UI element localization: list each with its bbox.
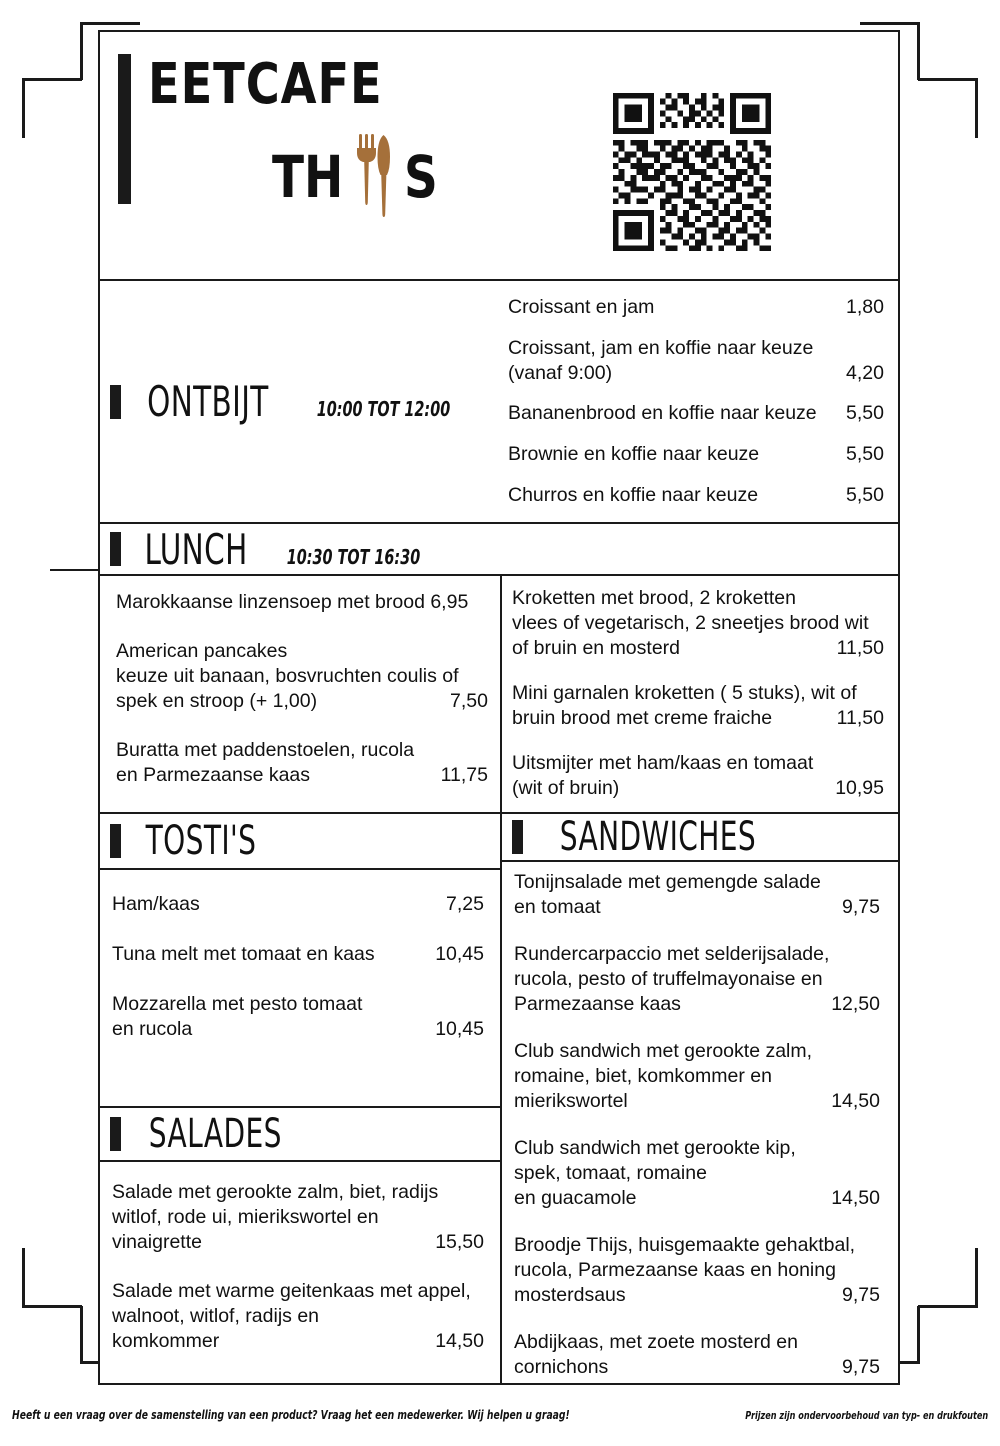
sandwiches-header	[502, 814, 898, 860]
decorative-rule	[50, 569, 102, 571]
brand-thijs	[272, 132, 442, 211]
menu-item	[512, 586, 884, 661]
item-price: 14,50	[435, 1330, 484, 1352]
brand-thijs-suffix: S	[404, 143, 439, 211]
qr-code[interactable]	[607, 87, 777, 257]
item-desc: komkommer	[112, 1330, 220, 1352]
section-title-salades: SALADES	[148, 1111, 282, 1157]
item-desc: en guacamole	[514, 1187, 637, 1209]
corner-bracket-bottom-right	[898, 1284, 978, 1364]
item-desc: Tonijnsalade met gemengde salade	[514, 871, 821, 893]
item-desc: witlof, rode ui, mierikswortel en	[112, 1206, 379, 1228]
fork-and-knife-icon	[353, 132, 403, 218]
section-accent-bar	[110, 532, 121, 566]
menu-item	[112, 942, 484, 967]
item-desc: Broodje Thijs, huisgemaakte gehaktbal,	[514, 1234, 856, 1256]
menu-item	[112, 1180, 484, 1255]
section-accent-bar	[110, 385, 121, 419]
menu-frame	[98, 30, 900, 1385]
item-price: 11,50	[836, 707, 884, 729]
item-desc: (wit of bruin)	[512, 777, 620, 799]
item-price: 10,45	[435, 943, 484, 965]
item-desc: Abdijkaas, met zoete mosterd en	[514, 1331, 798, 1353]
menu-item	[112, 892, 484, 917]
logo-accent-bar	[118, 54, 131, 204]
lunch-item-list-right	[500, 576, 898, 812]
menu-item	[508, 336, 884, 386]
item-desc: American pancakes	[116, 640, 288, 662]
item-desc: Rundercarpaccio met selderijsalade,	[514, 943, 830, 965]
item-desc: Salade met gerookte zalm, biet, radijs	[112, 1181, 439, 1203]
corner-bracket-top-left	[22, 22, 102, 102]
menu-item	[508, 295, 884, 320]
menu-item	[508, 483, 884, 508]
item-price: 10,45	[435, 1018, 484, 1040]
item-desc: of bruin en mosterd	[512, 637, 681, 659]
footer-note-right: Prijzen zijn ondervoorbehoud van typ- en drukfouten	[745, 1409, 988, 1422]
section-title-sandwiches: SANDWICHES	[559, 814, 757, 860]
item-desc: Uitsmijter met ham/kaas en tomaat	[512, 752, 814, 774]
item-desc: spek, tomaat, romaine	[514, 1162, 707, 1184]
item-price: 9,75	[842, 1284, 880, 1306]
corner-bracket-top-right	[898, 22, 978, 102]
menu-item	[116, 639, 488, 714]
item-price: 5,50	[846, 402, 884, 425]
section-lunch	[100, 574, 898, 812]
menu-item	[116, 738, 488, 788]
item-price: 15,50	[435, 1231, 484, 1253]
menu-item	[508, 442, 884, 467]
item-desc: Club sandwich met gerookte zalm,	[514, 1040, 813, 1062]
item-desc: (vanaf 9:00)	[508, 361, 613, 384]
item-price: 1,80	[846, 295, 884, 318]
item-desc: en rucola	[112, 1018, 193, 1040]
item-price: 12,50	[831, 993, 880, 1015]
menu-item	[116, 590, 488, 615]
ontbijt-header	[100, 281, 500, 522]
item-desc: romaine, biet, komkommer en	[514, 1065, 772, 1087]
item-price: 7,50	[450, 690, 488, 712]
item-desc: Ham/kaas	[112, 893, 200, 915]
tostis-header	[100, 814, 500, 868]
right-column	[500, 814, 898, 1384]
menu-item	[514, 1039, 880, 1114]
left-column	[100, 814, 500, 1384]
item-desc: Mozzarella met pesto tomaat	[112, 993, 363, 1015]
item-price: 10,95	[835, 777, 884, 799]
ontbijt-item-list	[500, 281, 898, 522]
item-desc: Croissant en jam	[508, 295, 655, 318]
tostis-item-list	[100, 868, 500, 1106]
brand-eetcafe: EETCAFE	[148, 52, 383, 117]
header-band	[100, 32, 898, 279]
salades-header	[100, 1106, 500, 1160]
corner-bracket-bottom-left	[22, 1284, 102, 1364]
item-desc: spek en stroop (+ 1,00)	[116, 690, 318, 712]
lunch-header	[100, 522, 898, 574]
item-desc: rucola, pesto of truffelmayonaise en	[514, 968, 823, 990]
menu-item	[112, 992, 484, 1042]
salades-item-list	[100, 1160, 500, 1384]
item-desc: Marokkaanse linzensoep met brood 6,95	[116, 591, 469, 613]
menu-item	[514, 1136, 880, 1211]
footer-note-left: Heeft u een vraag over de samenstelling van een product? Vraag het een medewerker. Wij helpen u graag!	[12, 1407, 570, 1422]
item-price: 9,75	[842, 896, 880, 918]
item-price: 14,50	[831, 1187, 880, 1209]
section-split	[100, 812, 898, 1384]
item-price: 5,50	[846, 443, 884, 466]
item-price: 7,25	[446, 893, 484, 915]
section-accent-bar	[110, 1117, 121, 1151]
menu-item	[514, 1233, 880, 1308]
section-title-ontbijt: ONTBIJT	[147, 377, 269, 426]
brand-thijs-prefix: TH	[272, 143, 344, 211]
item-desc: Bananenbrood en koffie naar keuze	[508, 402, 817, 425]
item-desc: Club sandwich met gerookte kip,	[514, 1137, 796, 1159]
item-desc: en tomaat	[514, 896, 601, 918]
section-title-tostis: TOSTI'S	[145, 818, 257, 864]
item-desc: vlees of vegetarisch, 2 sneetjes brood wit	[512, 612, 869, 634]
menu-item	[514, 1330, 880, 1380]
item-desc: cornichons	[514, 1356, 609, 1378]
section-accent-bar	[110, 824, 121, 858]
menu-item	[514, 870, 880, 920]
item-desc: Salade met warme geitenkaas met appel,	[112, 1280, 471, 1302]
item-desc: keuze uit banaan, bosvruchten coulis of	[116, 665, 459, 687]
item-desc: Buratta met paddenstoelen, rucola	[116, 739, 415, 761]
item-desc: vinaigrette	[112, 1231, 202, 1253]
section-time-ontbijt: 10:00 TOT 12:00	[316, 397, 451, 421]
item-price: 9,75	[842, 1356, 880, 1378]
menu-item	[512, 751, 884, 801]
item-desc: Parmezaanse kaas	[514, 993, 681, 1015]
section-time-lunch: 10:30 TOT 16:30	[286, 544, 421, 569]
section-accent-bar	[512, 820, 523, 854]
item-price: 11,50	[836, 637, 884, 659]
lunch-item-list-left	[100, 576, 500, 812]
section-title-lunch: LUNCH	[144, 524, 248, 574]
item-desc: Tuna melt met tomaat en kaas	[112, 943, 375, 965]
menu-item	[508, 401, 884, 426]
item-desc: bruin brood met creme fraiche	[512, 707, 773, 729]
section-ontbijt	[100, 279, 898, 522]
item-desc: walnoot, witlof, radijs en	[112, 1305, 320, 1327]
item-desc: Churros en koffie naar keuze	[508, 484, 759, 507]
menu-item	[112, 1279, 484, 1354]
menu-item	[512, 681, 884, 731]
item-desc: mierikswortel	[514, 1090, 628, 1112]
item-price: 5,50	[846, 484, 884, 507]
item-desc: Kroketten met brood, 2 kroketten	[512, 587, 796, 609]
item-desc: Croissant, jam en koffie naar keuze	[508, 336, 814, 359]
item-desc: Brownie en koffie naar keuze	[508, 443, 760, 466]
item-desc: rucola, Parmezaanse kaas en honing	[514, 1259, 836, 1281]
item-desc: en Parmezaanse kaas	[116, 764, 311, 786]
item-price: 4,20	[846, 361, 884, 384]
item-price: 14,50	[831, 1090, 880, 1112]
sandwiches-item-list	[502, 860, 898, 1388]
item-price: 11,75	[440, 764, 488, 786]
item-desc: mosterdsaus	[514, 1284, 626, 1306]
menu-item	[514, 942, 880, 1017]
item-desc: Mini garnalen kroketten ( 5 stuks), wit of	[512, 682, 857, 704]
